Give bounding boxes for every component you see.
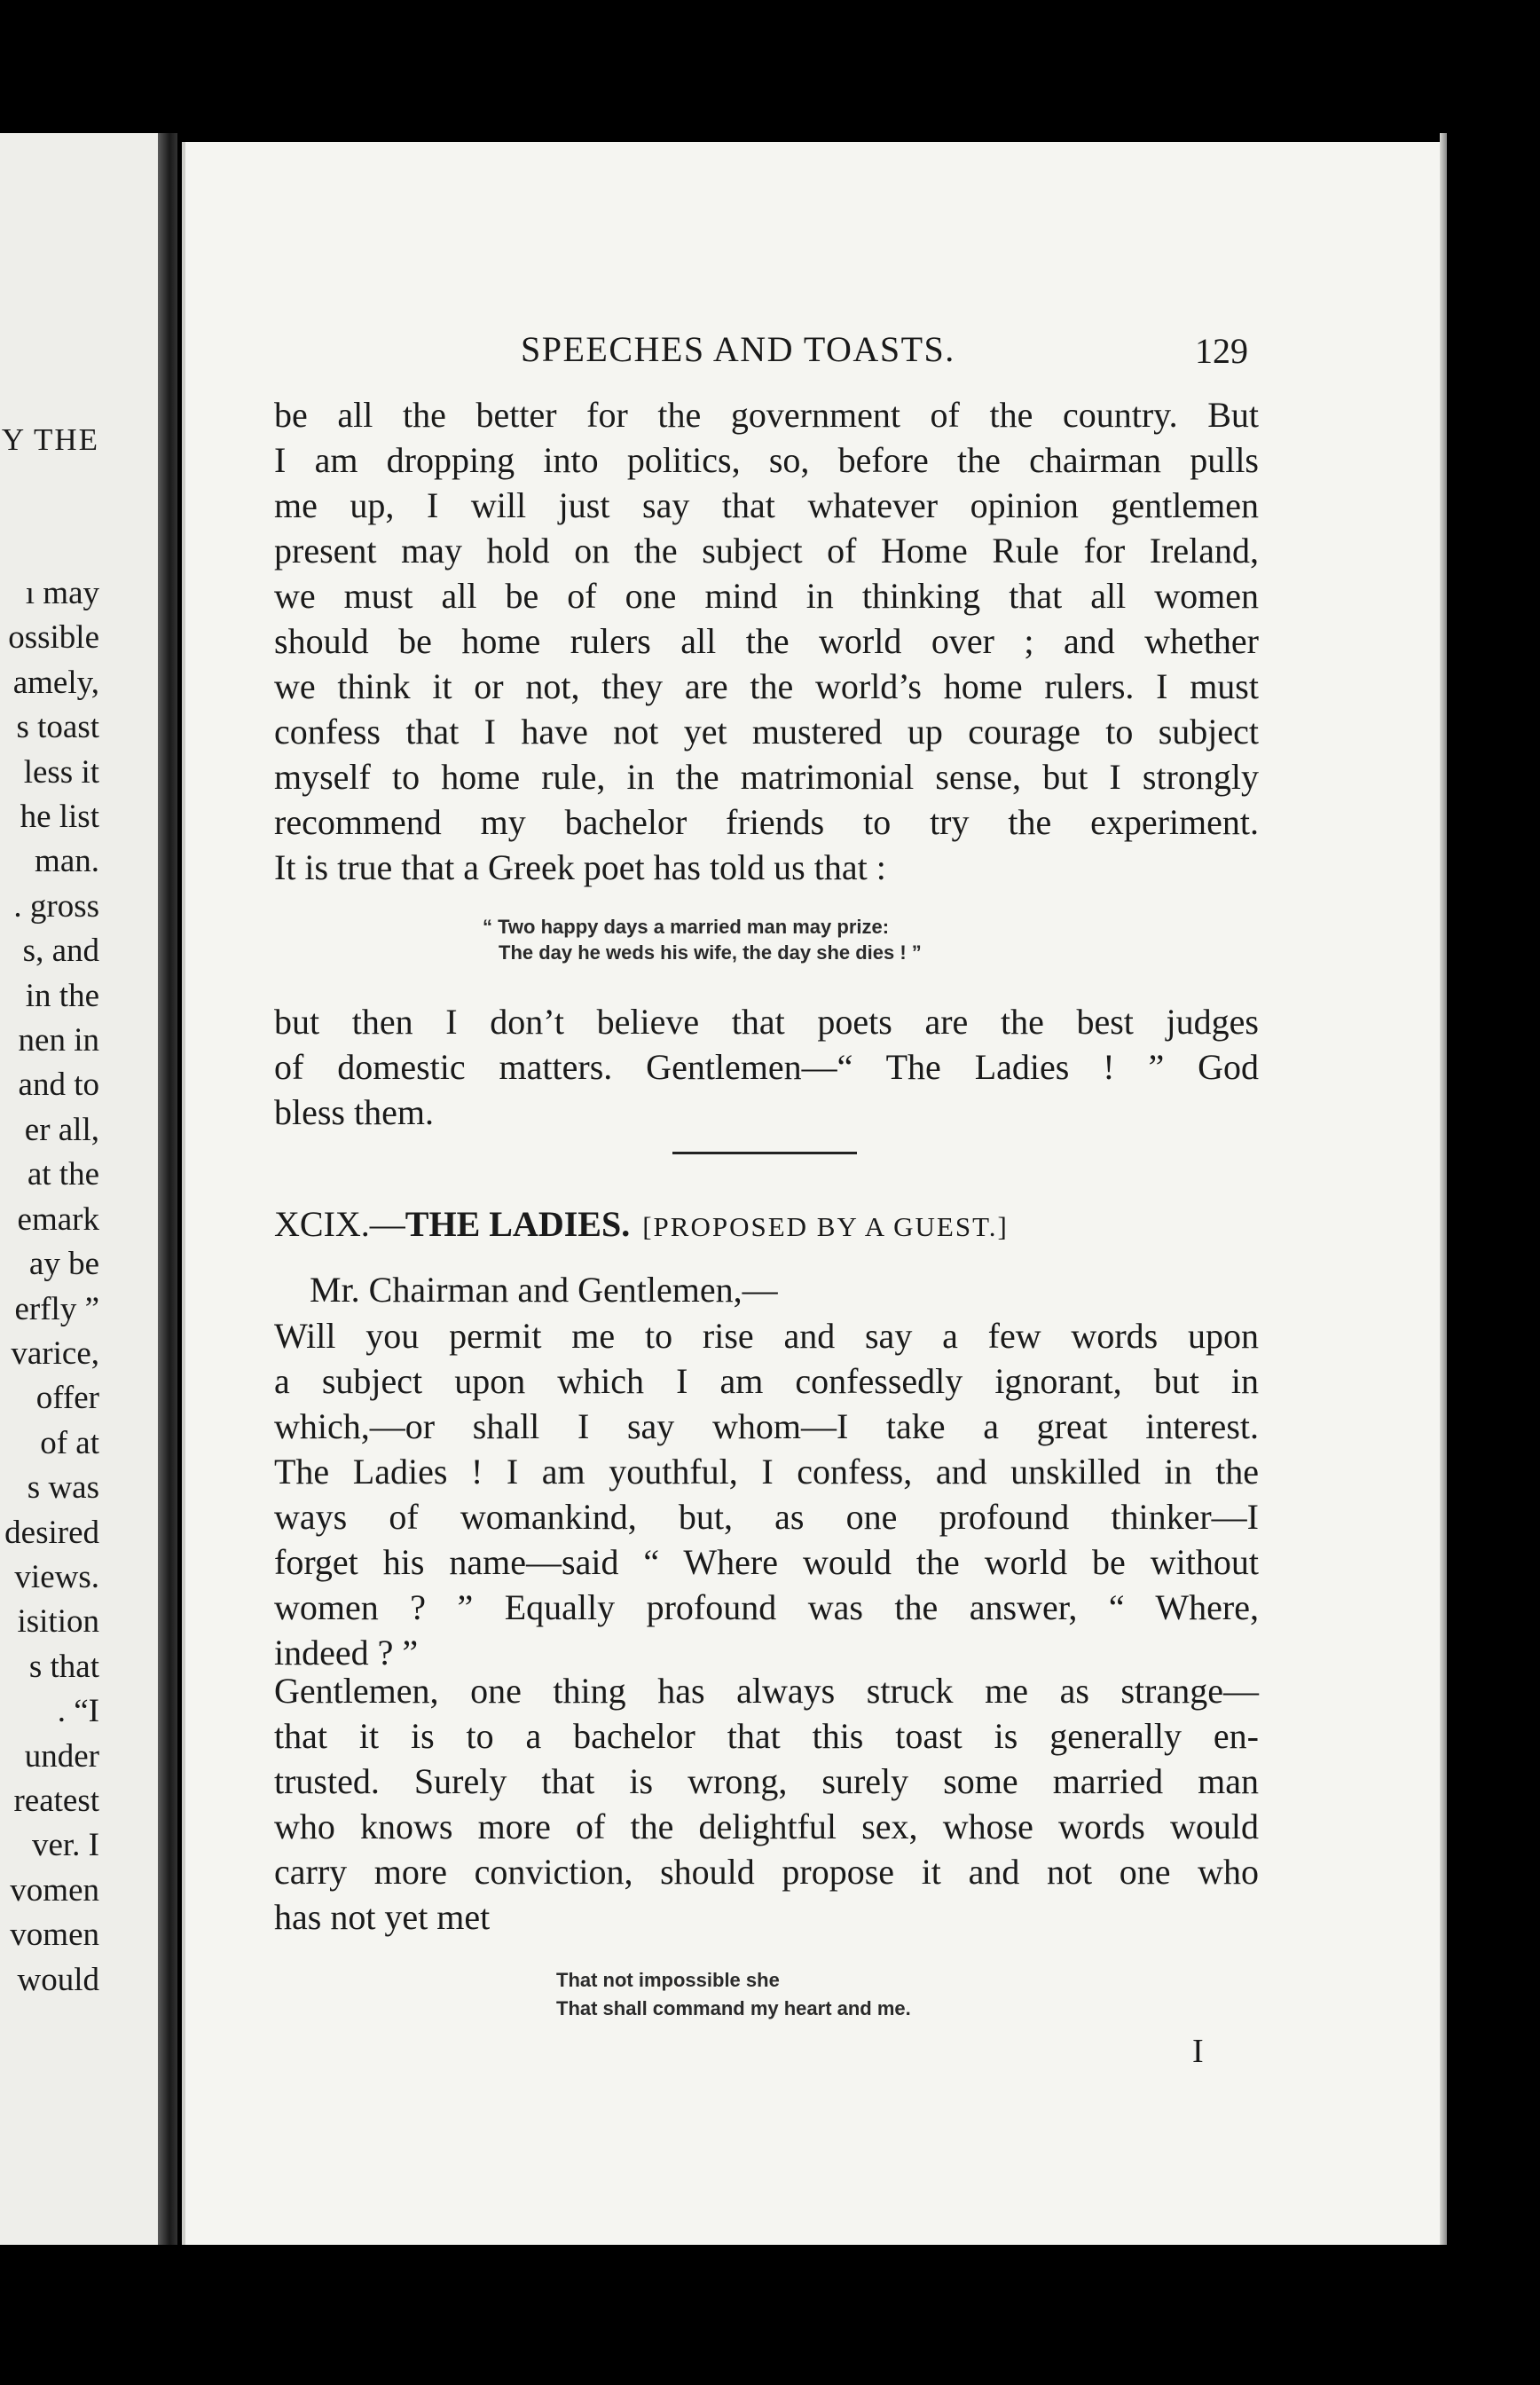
text-line: has not yet met (274, 1897, 491, 1937)
text-line: a subject upon which I am confessedly ignorant, but in (274, 1361, 1259, 1401)
left-page-line: less it (23, 753, 99, 791)
section-number: XCIX.— (274, 1204, 405, 1244)
paragraph (274, 1313, 1259, 1675)
section-title: THE LADIES. (405, 1204, 631, 1244)
left-page-line: s was (27, 1469, 99, 1507)
text-line: myself to home rule, in the matrimonial sense, but I strongly (274, 757, 1259, 797)
verse-line: The day he weds his wife, the day she dies ! ” (499, 941, 922, 964)
book-page (182, 142, 1443, 2245)
quoted-verse (556, 1966, 1088, 2023)
left-page-line: man. (35, 843, 99, 880)
text-line: trusted. Surely that is wrong, surely some married man (274, 1761, 1259, 1801)
text-line: me up, I will just say that whatever opinion gentlemen (274, 485, 1259, 525)
text-line: carry more conviction, should propose it and not one who (274, 1852, 1259, 1892)
left-facing-page (0, 133, 158, 2245)
left-page-line: and to (18, 1067, 99, 1104)
text-line: confess that I have not yet mustered up courage to subject (274, 712, 1259, 752)
paragraph-continued (274, 392, 1259, 890)
section-note: [PROPOSED BY A GUEST.] (642, 1211, 1009, 1242)
running-title: SPEECHES AND TOASTS. (521, 329, 955, 369)
left-page-line: in the (25, 977, 99, 1014)
text-line: present may hold on the subject of Home Rule for Ireland, (274, 531, 1259, 571)
signature-mark: I (1192, 2033, 1204, 2070)
left-page-line: ver. I (31, 1827, 99, 1864)
text-line: which,—or shall I say whom—I take a great interest. (274, 1406, 1259, 1446)
left-page-line: he list (20, 799, 99, 836)
paragraph-closing (274, 999, 1259, 1135)
text-line: recommend my bachelor friends to try the experiment. (274, 802, 1259, 842)
text-line: The Ladies ! I am youthful, I confess, and unskilled in the (274, 1452, 1259, 1492)
text-line: bless them. (274, 1092, 434, 1132)
left-page-line: s toast (16, 709, 99, 746)
left-page-line: vomen (10, 1917, 99, 1954)
section-divider (672, 1152, 857, 1154)
left-page-line: ossible (8, 619, 99, 657)
left-page-line: isition (17, 1603, 99, 1641)
left-page-line: amely, (12, 664, 99, 701)
text-line: It is true that a Greek poet has told us that : (274, 847, 886, 887)
text-line: of domestic matters. Gentlemen—“ The Ladies ! ” God (274, 1047, 1259, 1087)
left-page-line: views. (14, 1558, 99, 1595)
left-page-line: s that (28, 1648, 99, 1685)
text-line: that it is to a bachelor that this toast is generally en- (274, 1716, 1259, 1756)
section-heading (274, 1203, 1009, 1245)
page-number: 129 (1195, 331, 1248, 371)
text-line: who knows more of the delightful sex, whose words would (274, 1806, 1259, 1846)
left-page-line: . gross (13, 887, 99, 925)
left-page-line: desired (4, 1514, 99, 1551)
quoted-couplet (483, 914, 1104, 965)
book-gutter (158, 133, 177, 2245)
text-line: ways of womankind, but, as one profound thinker—I (274, 1497, 1259, 1537)
text-line: Will you permit me to rise and say a few words upon (274, 1316, 1259, 1356)
text-line: but then I don’t believe that poets are the best judges (274, 1002, 1259, 1042)
verse-line: “ Two happy days a married man may prize: (483, 916, 890, 938)
left-page-line: reatest (13, 1782, 99, 1819)
left-page-running-head: Y THE (1, 422, 99, 457)
text-line: Gentlemen, one thing has always struck me as strange— (274, 1671, 1259, 1711)
left-page-line: er all, (24, 1111, 99, 1148)
text-line: I am dropping into politics, so, before the chairman pulls (274, 440, 1259, 480)
left-page-text (0, 571, 99, 2003)
text-line: women ? ” Equally profound was the answer, “ Where, (274, 1587, 1259, 1627)
left-page-line: ı may (25, 575, 99, 611)
left-page-line: of at (40, 1424, 99, 1461)
left-page-line: offer (35, 1380, 99, 1417)
running-head (185, 328, 1443, 382)
left-page-line: at the (27, 1156, 99, 1193)
verse-line: That shall command my heart and me. (556, 1997, 911, 2019)
left-page-line: emark (17, 1200, 99, 1238)
left-page-line: . “I (57, 1693, 99, 1730)
text-line: forget his name—said “ Where would the world be without (274, 1542, 1259, 1582)
text-line: we must all be of one mind in thinking that all women (274, 576, 1259, 616)
left-page-line: would (17, 1961, 99, 1998)
text-line: be all the better for the government of the country. But (274, 395, 1259, 435)
paragraph (274, 1668, 1259, 1940)
left-page-line: under (24, 1737, 99, 1775)
left-page-line: s, and (22, 933, 99, 970)
text-line: we think it or not, they are the world’s home rulers. I must (274, 666, 1259, 706)
text-line: should be home rulers all the world over ; and whether (274, 621, 1259, 661)
text-line: indeed ? ” (274, 1633, 419, 1673)
left-page-line: nen in (18, 1022, 99, 1059)
verse-line: That not impossible she (556, 1969, 780, 1991)
left-page-line: vomen (10, 1871, 99, 1909)
left-page-line: ay be (28, 1246, 99, 1283)
left-page-line: erfly ” (14, 1290, 99, 1327)
left-page-line: varice, (11, 1334, 99, 1372)
salutation: Mr. Chairman and Gentlemen,— (310, 1270, 778, 1310)
page-edge (1440, 133, 1447, 2245)
